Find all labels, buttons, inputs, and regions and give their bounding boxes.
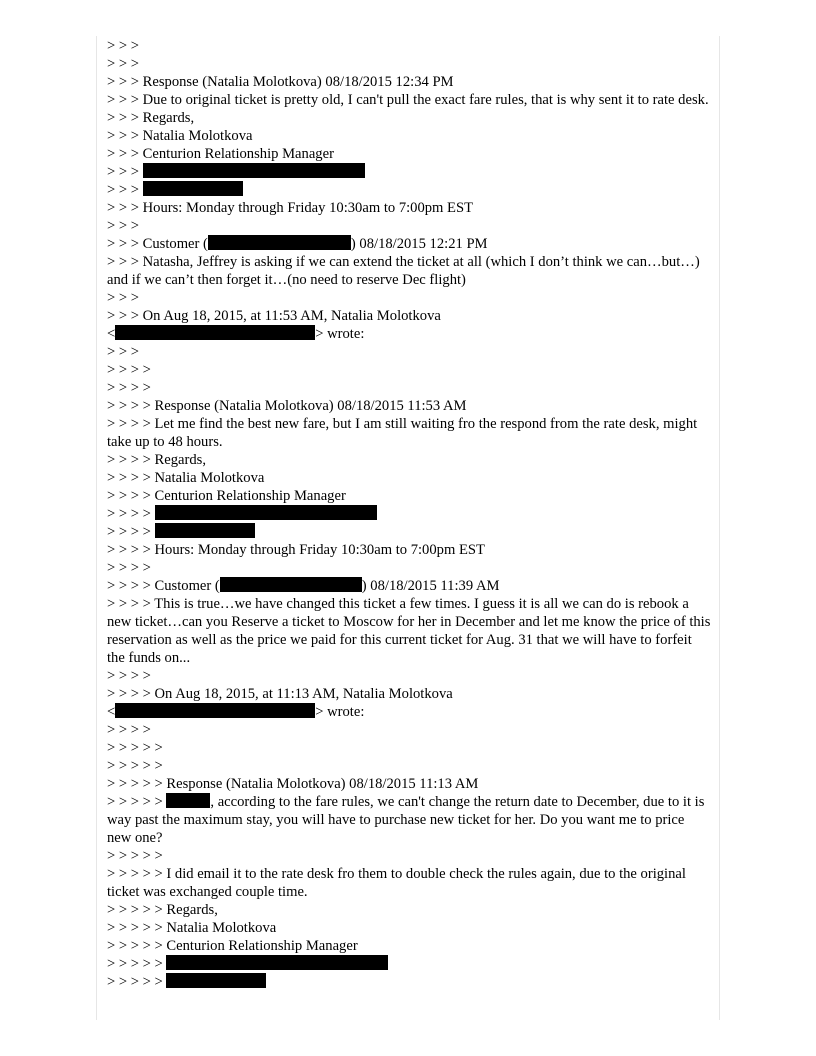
email-thread-body bbox=[107, 37, 715, 991]
email-line bbox=[107, 703, 711, 721]
email-line bbox=[107, 973, 711, 991]
email-line: > > > > > bbox=[107, 740, 163, 756]
line-text: > > > bbox=[107, 182, 143, 198]
redaction-block bbox=[220, 577, 362, 592]
email-line: > > > bbox=[107, 344, 139, 360]
email-line: > > > > > Response (Natalia Molotkova) 08/18/2015 11:13 AM bbox=[107, 776, 479, 792]
email-line bbox=[107, 793, 711, 847]
email-line bbox=[107, 577, 711, 595]
email-line: > > > > This is true…we have changed this ticket a few times. I guess it is all we can do is rebook a new ticket…can you Reserve a ticket to Moscow for her in December and let me know the price of this reservation as well as the price we paid for this current ticket for Aug. 31 that we will have to forfeit the funds on... bbox=[107, 596, 715, 666]
redaction-block bbox=[115, 325, 315, 340]
line-text: > > > > > bbox=[107, 974, 167, 990]
line-text: < bbox=[107, 704, 116, 720]
line-text: > > > > bbox=[107, 506, 155, 522]
email-line: > > > On Aug 18, 2015, at 11:53 AM, Natalia Molotkova bbox=[107, 308, 441, 324]
email-line: > > > > Let me find the best new fare, but I am still waiting fro the respond from the rate desk, might take up to 48 hours. bbox=[107, 416, 701, 450]
email-line: > > > bbox=[107, 218, 139, 234]
email-line: > > > Response (Natalia Molotkova) 08/18/2015 12:34 PM bbox=[107, 74, 454, 90]
redaction-block bbox=[155, 523, 255, 538]
email-line: > > > Centurion Relationship Manager bbox=[107, 146, 334, 162]
email-line: > > > > bbox=[107, 560, 151, 576]
email-line: > > > > Response (Natalia Molotkova) 08/18/2015 11:53 AM bbox=[107, 398, 467, 414]
email-line: > > > > > Natalia Molotkova bbox=[107, 920, 277, 936]
redaction-block bbox=[166, 793, 210, 808]
line-text: > > > > > bbox=[107, 794, 167, 810]
email-line: > > > Natalia Molotkova bbox=[107, 128, 253, 144]
email-line: > > > Hours: Monday through Friday 10:30am to 7:00pm EST bbox=[107, 200, 474, 216]
email-line bbox=[107, 505, 711, 523]
email-line bbox=[107, 163, 711, 181]
email-line: > > > > > bbox=[107, 848, 163, 864]
redaction-block bbox=[155, 505, 377, 520]
line-text: < bbox=[107, 326, 116, 342]
line-text: > > > Customer ( bbox=[107, 236, 208, 252]
email-line: > > > Natasha, Jeffrey is asking if we can extend the ticket at all (which I don’t think we can…but…) and if we can’t then forget it…(no need to reserve Dec flight) bbox=[107, 254, 704, 288]
email-line: > > > > bbox=[107, 362, 151, 378]
line-text: , according to the fare rules, we can't change the return date to December, due to it is way past the maximum stay, you will have to purchase new ticket for her. Do you want me to price new one? bbox=[107, 794, 709, 846]
email-line: > > > > > bbox=[107, 758, 163, 774]
redaction-block bbox=[143, 181, 243, 196]
page-border-right bbox=[719, 36, 720, 1020]
email-line: > > > bbox=[107, 290, 139, 306]
redaction-block bbox=[166, 955, 388, 970]
line-text: > > > bbox=[107, 164, 143, 180]
email-line: > > > bbox=[107, 56, 139, 72]
redaction-block bbox=[166, 973, 266, 988]
email-line: > > > > bbox=[107, 668, 151, 684]
email-line: > > > > bbox=[107, 722, 151, 738]
line-text: > wrote: bbox=[315, 704, 365, 720]
line-text: ) 08/18/2015 12:21 PM bbox=[350, 236, 488, 252]
email-line: > > > Regards, bbox=[107, 110, 195, 126]
line-text: > > > > bbox=[107, 524, 155, 540]
email-line bbox=[107, 235, 711, 253]
line-text: > wrote: bbox=[315, 326, 365, 342]
email-line: > > > bbox=[107, 38, 139, 54]
email-line: > > > > Centurion Relationship Manager bbox=[107, 488, 346, 504]
email-line: > > > > On Aug 18, 2015, at 11:13 AM, Natalia Molotkova bbox=[107, 686, 453, 702]
line-text: ) 08/18/2015 11:39 AM bbox=[361, 578, 500, 594]
email-line: > > > > > Regards, bbox=[107, 902, 218, 918]
email-line: > > > Due to original ticket is pretty old, I can't pull the exact fare rules, that is why sent it to rate desk. bbox=[107, 92, 709, 108]
email-line: > > > > bbox=[107, 380, 151, 396]
redaction-block bbox=[115, 703, 315, 718]
page-border-left bbox=[96, 36, 97, 1020]
email-line: > > > > Regards, bbox=[107, 452, 206, 468]
email-line: > > > > > I did email it to the rate desk fro them to double check the rules again, due to the original ticket was exchanged couple time. bbox=[107, 866, 690, 900]
email-line: > > > > Natalia Molotkova bbox=[107, 470, 265, 486]
email-line bbox=[107, 523, 711, 541]
line-text: > > > > Customer ( bbox=[107, 578, 220, 594]
email-line: > > > > > Centurion Relationship Manager bbox=[107, 938, 358, 954]
redaction-block bbox=[208, 235, 351, 250]
line-text: > > > > > bbox=[107, 956, 167, 972]
email-line bbox=[107, 181, 711, 199]
email-line bbox=[107, 325, 711, 343]
email-line: > > > > Hours: Monday through Friday 10:30am to 7:00pm EST bbox=[107, 542, 485, 558]
email-line bbox=[107, 955, 711, 973]
redaction-block bbox=[143, 163, 365, 178]
